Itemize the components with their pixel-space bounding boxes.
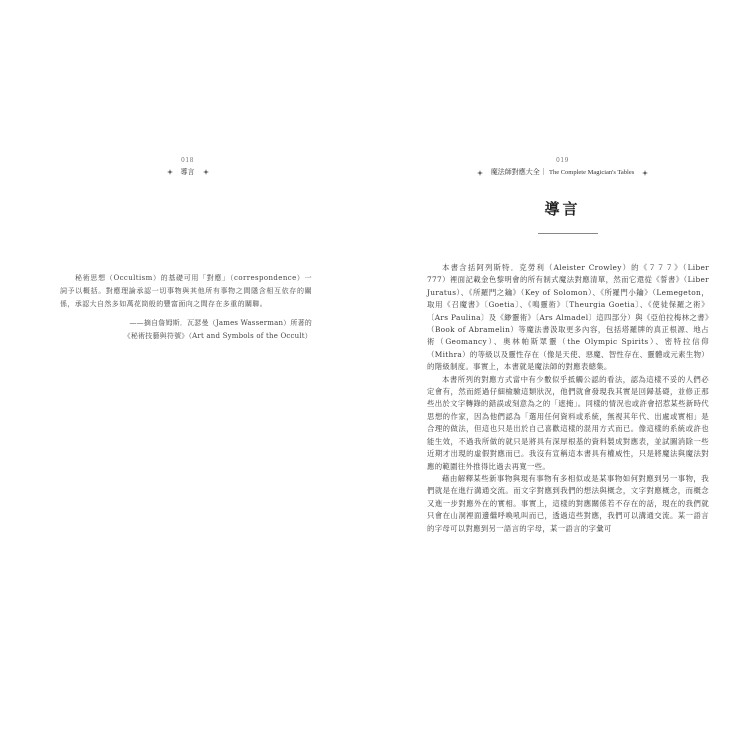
four-point-star-icon xyxy=(167,169,173,175)
four-point-star-icon xyxy=(203,169,209,175)
paragraph: 本書含括阿列斯特．克勞利（Aleister Crowley）的《７７７》（Liber 777）裡面記載金色黎明會的所有制式魔法對應清單，然而它還從《誓書》（Liber Juratus）、《所羅門之鑰》（Key of Solomon）、《所羅門小鑰》（Lemegeton，取用《召魔書》〔Goetia〕、《鳴靈術》〔Theurgia Goetia〕、《使徒保羅之術》〔Ars Paulina〕及《緲靈術》〔Ars Almadel〕這四部分）與《亞伯拉梅林之書》（Book of Abramelin）等魔法書汲取更多內容，包括塔羅牌的真正根源、地占術（Geomancy）、奧林帕斯眾靈（the Olympic Spirits）、密特拉信仰（Mithra）的等級以及靈性存在（像是天使、惡魔、智性存在、靈體或元素生物）的階級制度。事實上，本書就是魔法師的對應表總集。 xyxy=(427,263,709,372)
running-head-title: 導言 xyxy=(180,168,195,176)
running-head-right xyxy=(375,157,750,178)
epigraph-attribution xyxy=(60,317,312,343)
book-title-chinese: 魔法師對應大全｜ xyxy=(490,168,547,176)
title-divider xyxy=(538,233,598,234)
running-head-title xyxy=(491,167,635,178)
running-head-left xyxy=(0,157,375,177)
paragraph: 藉由解釋某些新事物與現有事物有多相似或是某事物如何對應到另一事物，我們就是在進行溝通交流。而文字對應到我們的想法與概念，文字對應概念，而概念又進一步對應外在的實相。事實上，這樣的對應關係若不存在的話，現在的我們就只會在山洞裡面邊繼呼喚吼叫而已，透過這些對應，我們可以溝通交流。某一語言的字母可以對應到另一語言的字母，某一語言的字彙可 xyxy=(427,473,709,533)
paragraph: 本書所列的對應方式當中有少數似乎抵觸公認的看法，認為這樣不妥的人們必定會有，然而經過仔細檢驗這類狀況，他們就會發現我其實是回歸基礎，並修正那些出於文字轉錄的錯誤或刻意為之的「遮掩」。同樣的情況也或許會招惹某些新時代思想的作家，因為他們認為「選用任何資料或系統，無視其年代、出處或實相」是合理的做法，但這也只是出於自己喜歡這樣的混用方式而已。像這樣的系統或許也能生效，不過我所做的就只是將具有深厚根基的資料製成對應表，並試圖消除一些近期才出現的虛假對應而已。我沒有宣稱這本書具有權威性，只是將魔法與魔法對應的範圍往外推得比過去再寬一些。 xyxy=(427,374,709,471)
four-point-star-icon xyxy=(477,170,483,176)
page-number: 018 xyxy=(181,157,194,164)
chapter-title: 導言 xyxy=(544,200,581,218)
right-page xyxy=(375,0,750,750)
book-title-english: The Complete Magician's Tables xyxy=(548,169,635,176)
body-text xyxy=(427,262,709,535)
attribution-line: ——摘自詹姆斯．瓦瑟曼（James Wasserman）所著的 xyxy=(129,319,312,328)
epigraph-text: 秘術思想（Occultism）的基礎可用「對應」（correspondence）一詞予以概括。對應理論承認一切事物與其他所有事物之間隱含相互依存的關係，承認大自然多如萬花筒般的豐富面向之間存在多重的關聯。 xyxy=(60,274,312,308)
page-number: 019 xyxy=(556,157,569,164)
four-point-star-icon xyxy=(642,170,648,176)
epigraph xyxy=(60,272,312,343)
attribution-line: 《秘術技藝與符號》（Art and Symbols of the Occult） xyxy=(123,332,312,341)
